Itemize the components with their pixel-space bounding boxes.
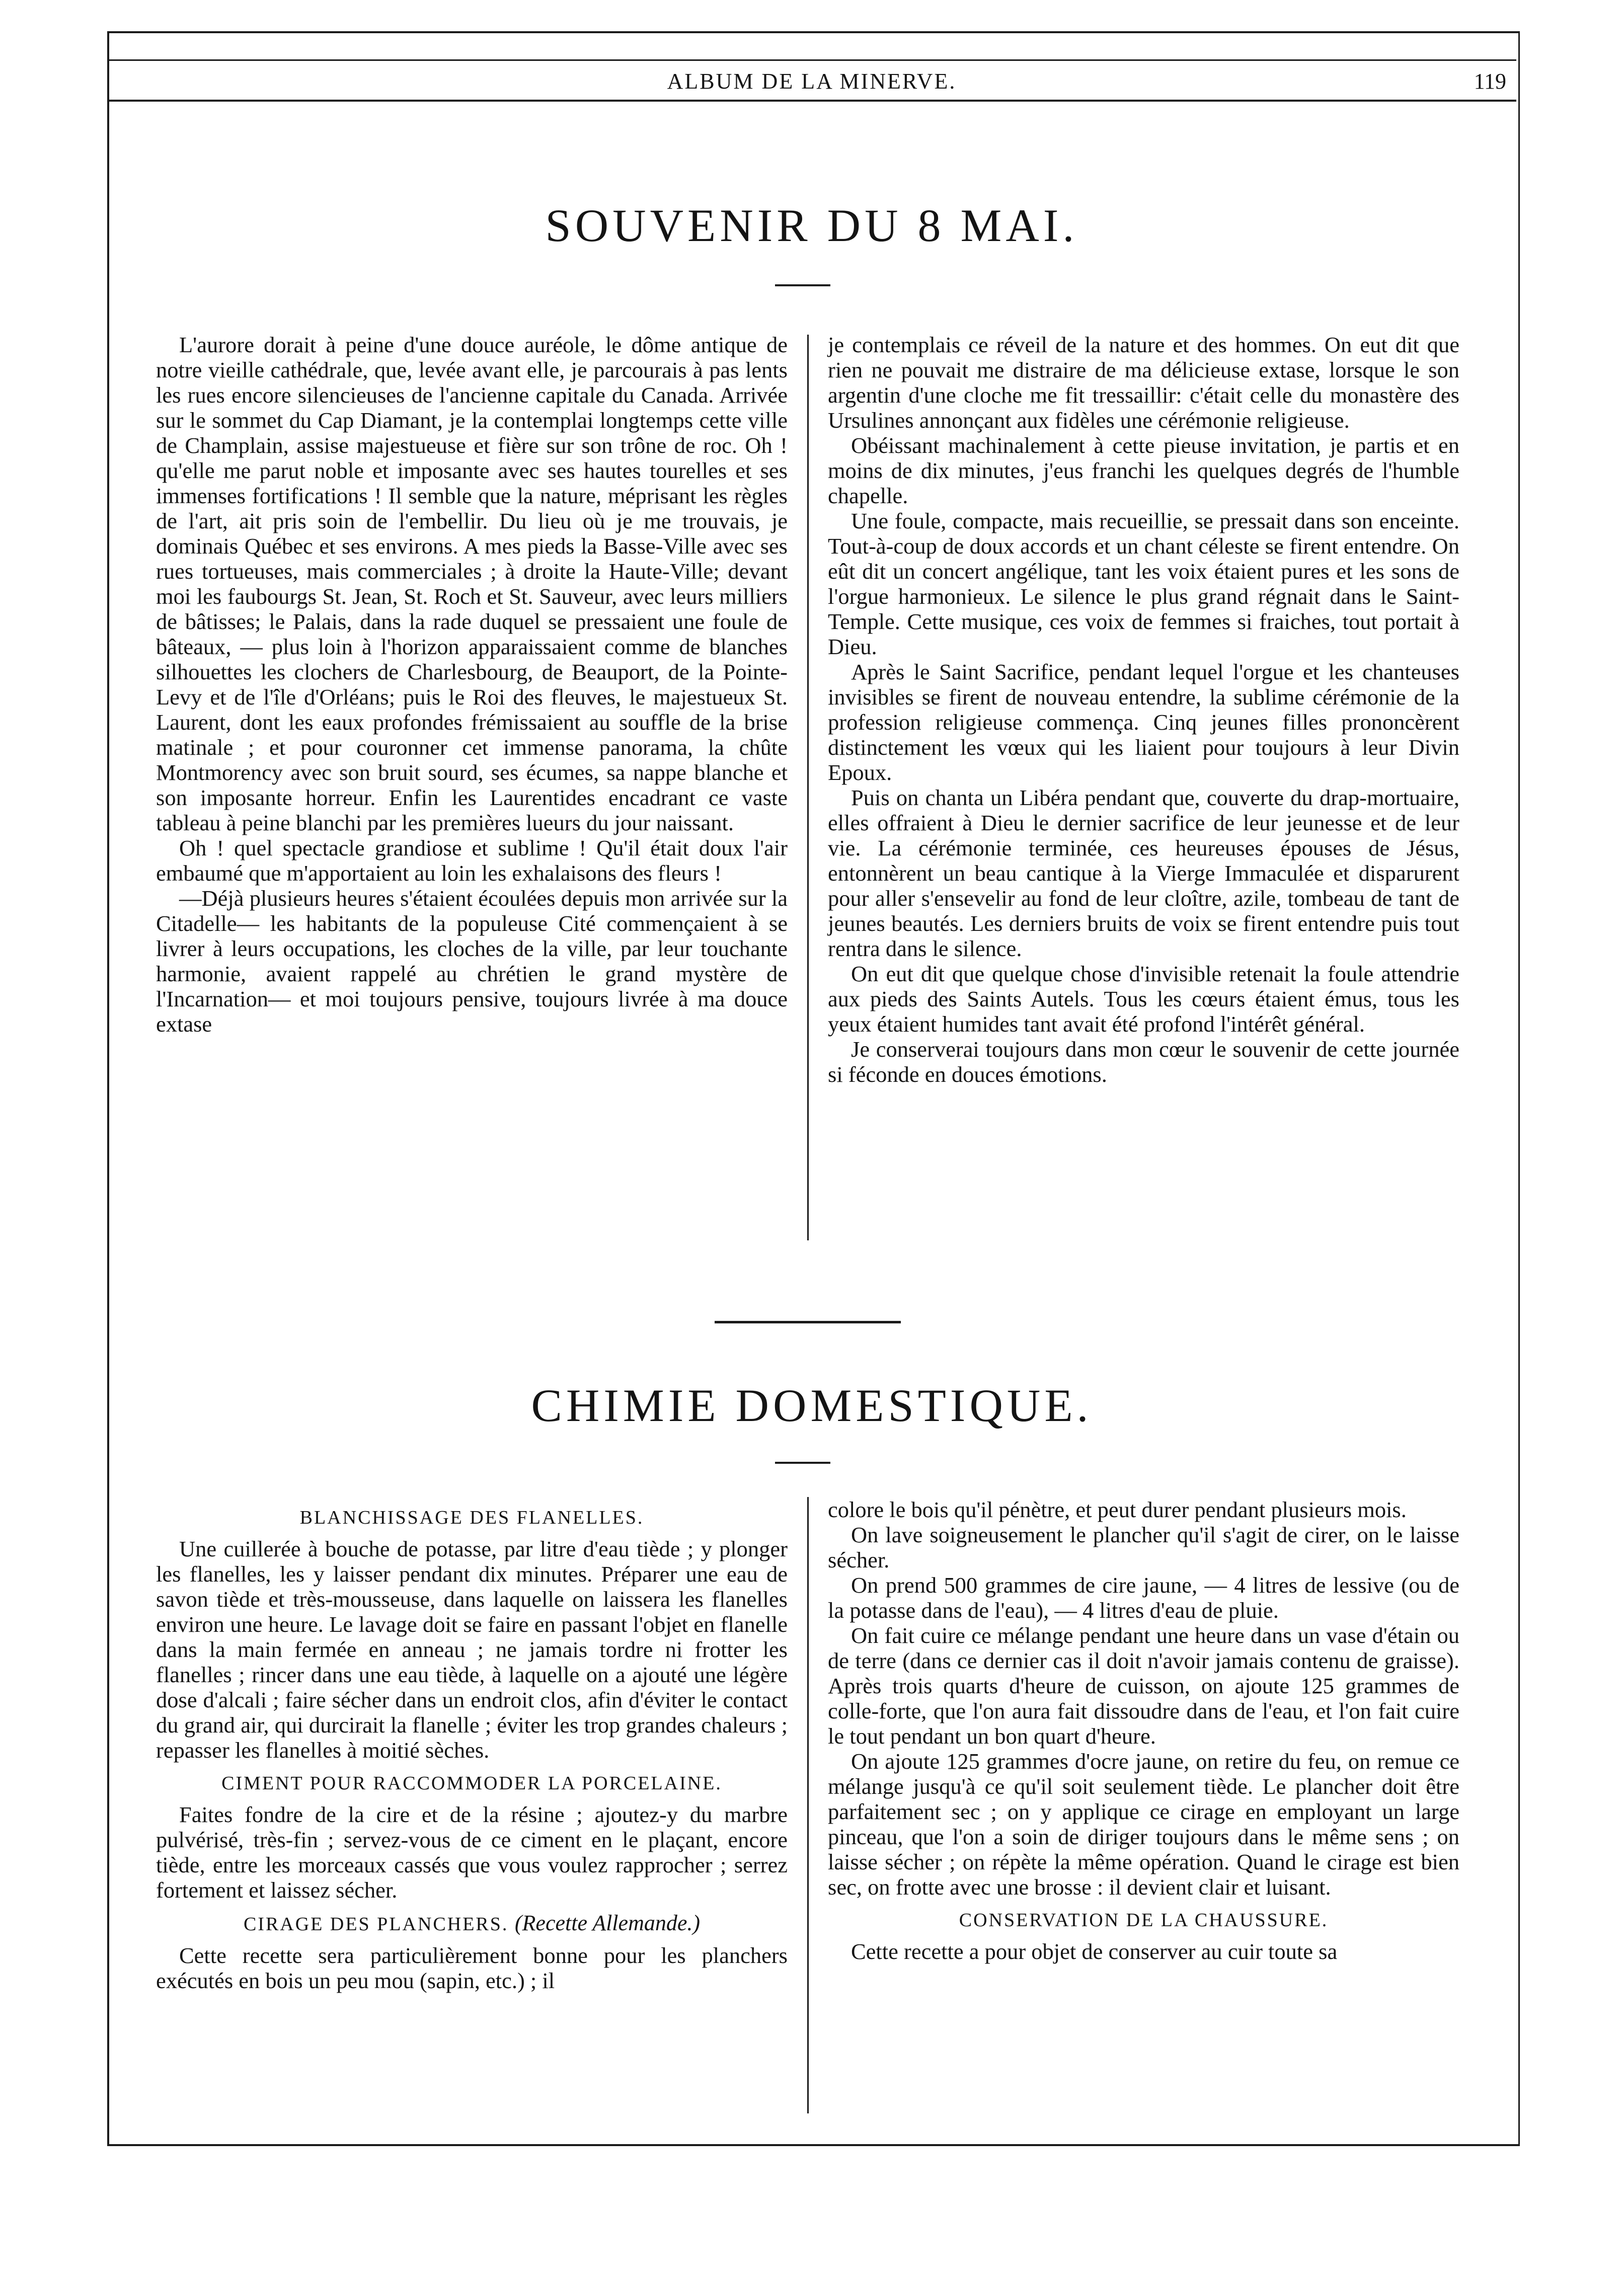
subheading-text: CIRAGE DES PLANCHERS. xyxy=(243,1914,509,1935)
subheading: CIMENT POUR RACCOMMODER LA PORCELAINE. xyxy=(221,1773,722,1794)
chimie-title-rule xyxy=(775,1462,830,1464)
paragraph: Je conserverai toujours dans mon cœur le souvenir de cette journée si féconde en douces émotions. xyxy=(828,1037,1459,1087)
paragraph: je contemplais ce réveil de la nature et des hommes. On eut dit que rien ne pouvait me distraire de ma délicieuse extase, lorsque le son argentin d'une cloche me fit tressaillir: c'était celle du monastère des Ursulines annonçant aux fidèles une cérémonie religieuse. xyxy=(828,332,1459,433)
subheading xyxy=(156,1911,788,1937)
running-title: ALBUM DE LA MINERVE. xyxy=(667,69,957,94)
chimie-column-divider xyxy=(807,1497,809,2113)
header-bottom-rule xyxy=(107,100,1516,102)
paragraph: Cette recette a pour objet de conserver au cuir toute sa xyxy=(851,1939,1338,1964)
paragraph: On eut dit que quelque chose d'invisible retenait la foule attendrie aux pieds des Saints Autels. Tous les cœurs étaient émus, tous les yeux étaient humides tant avait été profond l'intérêt général. xyxy=(828,961,1459,1037)
section-separator-rule xyxy=(715,1321,901,1323)
paragraph: Une foule, compacte, mais recueillie, se pressait dans son enceinte. Tout-à-coup de doux accords et un chant céleste se firent entendre. On eût dit un concert angélique, tant les voix étaient pures et les sons de l'orgue harmonieux. Le silence le plus grand régnait dans le Saint-Temple. Cette musique, ces voix de femmes si fraiches, tout portait à Dieu. xyxy=(828,508,1459,659)
souvenir-title-rule xyxy=(775,284,830,286)
subheading: BLANCHISSAGE DES FLANELLES. xyxy=(299,1507,644,1528)
paragraph: Après le Saint Sacrifice, pendant lequel l'orgue et les chanteuses invisibles se firent de nouveau entendre, la sublime cérémonie de la profession religieuse commença. Cinq jeunes filles prononcèrent distinctement les vœux qui les liaient pour toujours à leur Divin Epoux. xyxy=(828,659,1459,785)
subheading: CONSERVATION DE LA CHAUSSURE. xyxy=(959,1910,1329,1931)
paragraph: On ajoute 125 grammes d'ocre jaune, on retire du feu, on remue ce mélange jusqu'à ce qu'il soit seulement tiède. Le plancher doit être parfaitement sec ; on y applique ce cirage en employant un large pinceau, que l'on a soin de diriger toujours dans le même sens ; on laisse sécher ; on répète la même opération. Quand le cirage est bien sec, on frotte avec une brosse : il devient clair et luisant. xyxy=(828,1749,1459,1900)
paragraph: Une cuillerée à bouche de potasse, par litre d'eau tiède ; y plonger les flanelles, les y laisser pendant dix minutes. Préparer une eau de savon tiède et très-mousseuse, dans laquelle on laissera les flanelles environ une heure. Le lavage doit se faire en passant l'objet en flanelle dans la main fermée en anneau ; ne jamais tordre ni frotter les flanelles ; rincer dans une eau tiède, à laquelle on a ajouté une légère dose d'alcali ; faire sécher dans un endroit clos, afin d'éviter le contact du grand air, qui durcirait la flanelle ; éviter les trop grandes chaleurs ; repasser les flanelles à moitié sèches. xyxy=(156,1536,788,1763)
paragraph: colore le bois qu'il pénètre, et peut durer pendant plusieurs mois. xyxy=(828,1497,1407,1522)
subheading-note: (Recette Allemande.) xyxy=(514,1911,701,1935)
paragraph: Faites fondre de la cire et de la résine ; ajoutez-y du marbre pulvérisé, très-fin ; servez-vous de ce ciment en le plaçant, encore tiède, entre les morceaux cassés que vous voulez rapprocher ; serrez fortement et laissez sécher. xyxy=(156,1802,788,1903)
paragraph: Puis on chanta un Libéra pendant que, couverte du drap-mortuaire, elles offraient à Dieu le dernier sacrifice de leur jeunesse et de leur vie. La cérémonie terminée, ces heureuses épouses de Jésus, entonnèrent un beau cantique à la Vierge Immaculée et disparurent pour aller s'ensevelir au fond de leur cloître, azile, tombeau de tant de jeunes beautés. Les derniers bruits de voix se firent entendre puis tout rentra dans le silence. xyxy=(828,785,1459,961)
paragraph: On fait cuire ce mélange pendant une heure dans un vase d'étain ou de terre (dans ce dernier cas il doit n'avoir jamais contenu de graisse). Après trois quarts d'heure de cuisson, on ajoute 125 grammes de colle-forte, que l'on aura fait dissoudre dans de l'eau, et l'on fait cuire le tout pendant un bon quart d'heure. xyxy=(828,1623,1459,1749)
chimie-left-column xyxy=(156,1497,788,1993)
paragraph: —Déjà plusieurs heures s'étaient écoulées depuis mon arrivée sur la Citadelle— les habitants de la populeuse Cité commençaient à se livrer à leurs occupations, les cloches de la ville, par leur touchante harmonie, avaient rappelé au chrétien le grand mystère de l'Incarnation— et moi toujours pensive, toujours livrée à ma douce extase xyxy=(156,886,788,1037)
paragraph: Cette recette sera particulièrement bonne pour les planchers exécutés en bois un peu mou (sapin, etc.) ; il xyxy=(156,1943,788,1993)
paragraph: L'aurore dorait à peine d'une douce auréole, le dôme antique de notre vieille cathédrale, que, levée avant elle, je parcourais à pas lents les rues encore silencieuses de l'ancienne capitale du Canada. Arrivée sur le sommet du Cap Diamant, je la contemplai longtemps cette ville de Champlain, assise majestueuse et fière sur son trône de roc. Oh ! qu'elle me parut noble et imposante avec ses hautes tourelles et ses immenses fortifications ! Il semble que la nature, méprisant les règles de l'art, ait pris soin de l'embellir. Du lieu où je me trouvais, je dominais Québec et ses environs. A mes pieds la Basse-Ville avec ses rues tortueuses, mais commerciales ; à droite la Haute-Ville; devant moi les faubourgs St. Jean, St. Roch et St. Sauveur, avec leurs milliers de bâtisses; le Palais, dans la rade duquel se pressaient une foule de bâteaux, — plus loin à l'horizon apparaissaient comme de blanches silhouettes les clochers de Charlesbourg, de Beauport, de la Pointe-Levy et de l'île d'Orléans; puis le Roi des fleuves, le majestueux St. Laurent, dont les eaux profondes frémissaient au souffle de la brise matinale ; et pour couronner cet immense panorama, la chûte Montmorency avec son bruit sourd, ses écumes, sa nappe blanche et son imposante horreur. Enfin les Laurentides encadrant ce vaste tableau à peine blanchi par les premières lueurs du jour naissant. xyxy=(156,332,788,835)
paragraph: Obéissant machinalement à cette pieuse invitation, je partis et en moins de dix minutes, j'eus franchi les quelques degrés de l'humble chapelle. xyxy=(828,433,1459,508)
paragraph: Oh ! quel spectacle grandiose et sublime ! Qu'il était doux l'air embaumé que m'apportaient au loin les exhalaisons des fleurs ! xyxy=(156,835,788,886)
souvenir-title: SOUVENIR DU 8 MAI. xyxy=(545,200,1078,251)
souvenir-column-divider xyxy=(807,335,809,1240)
souvenir-right-column xyxy=(828,332,1459,1087)
chimie-title: CHIMIE DOMESTIQUE. xyxy=(531,1380,1093,1431)
paragraph: On lave soigneusement le plancher qu'il s'agit de cirer, on le laisse sécher. xyxy=(828,1522,1459,1572)
running-header xyxy=(107,59,1516,105)
page-number: 119 xyxy=(1474,69,1506,94)
souvenir-left-column xyxy=(156,332,788,1037)
paragraph: On prend 500 grammes de cire jaune, — 4 litres de lessive (ou de la potasse dans de l'eau), — 4 litres d'eau de pluie. xyxy=(828,1572,1459,1623)
chimie-right-column xyxy=(828,1497,1459,1964)
